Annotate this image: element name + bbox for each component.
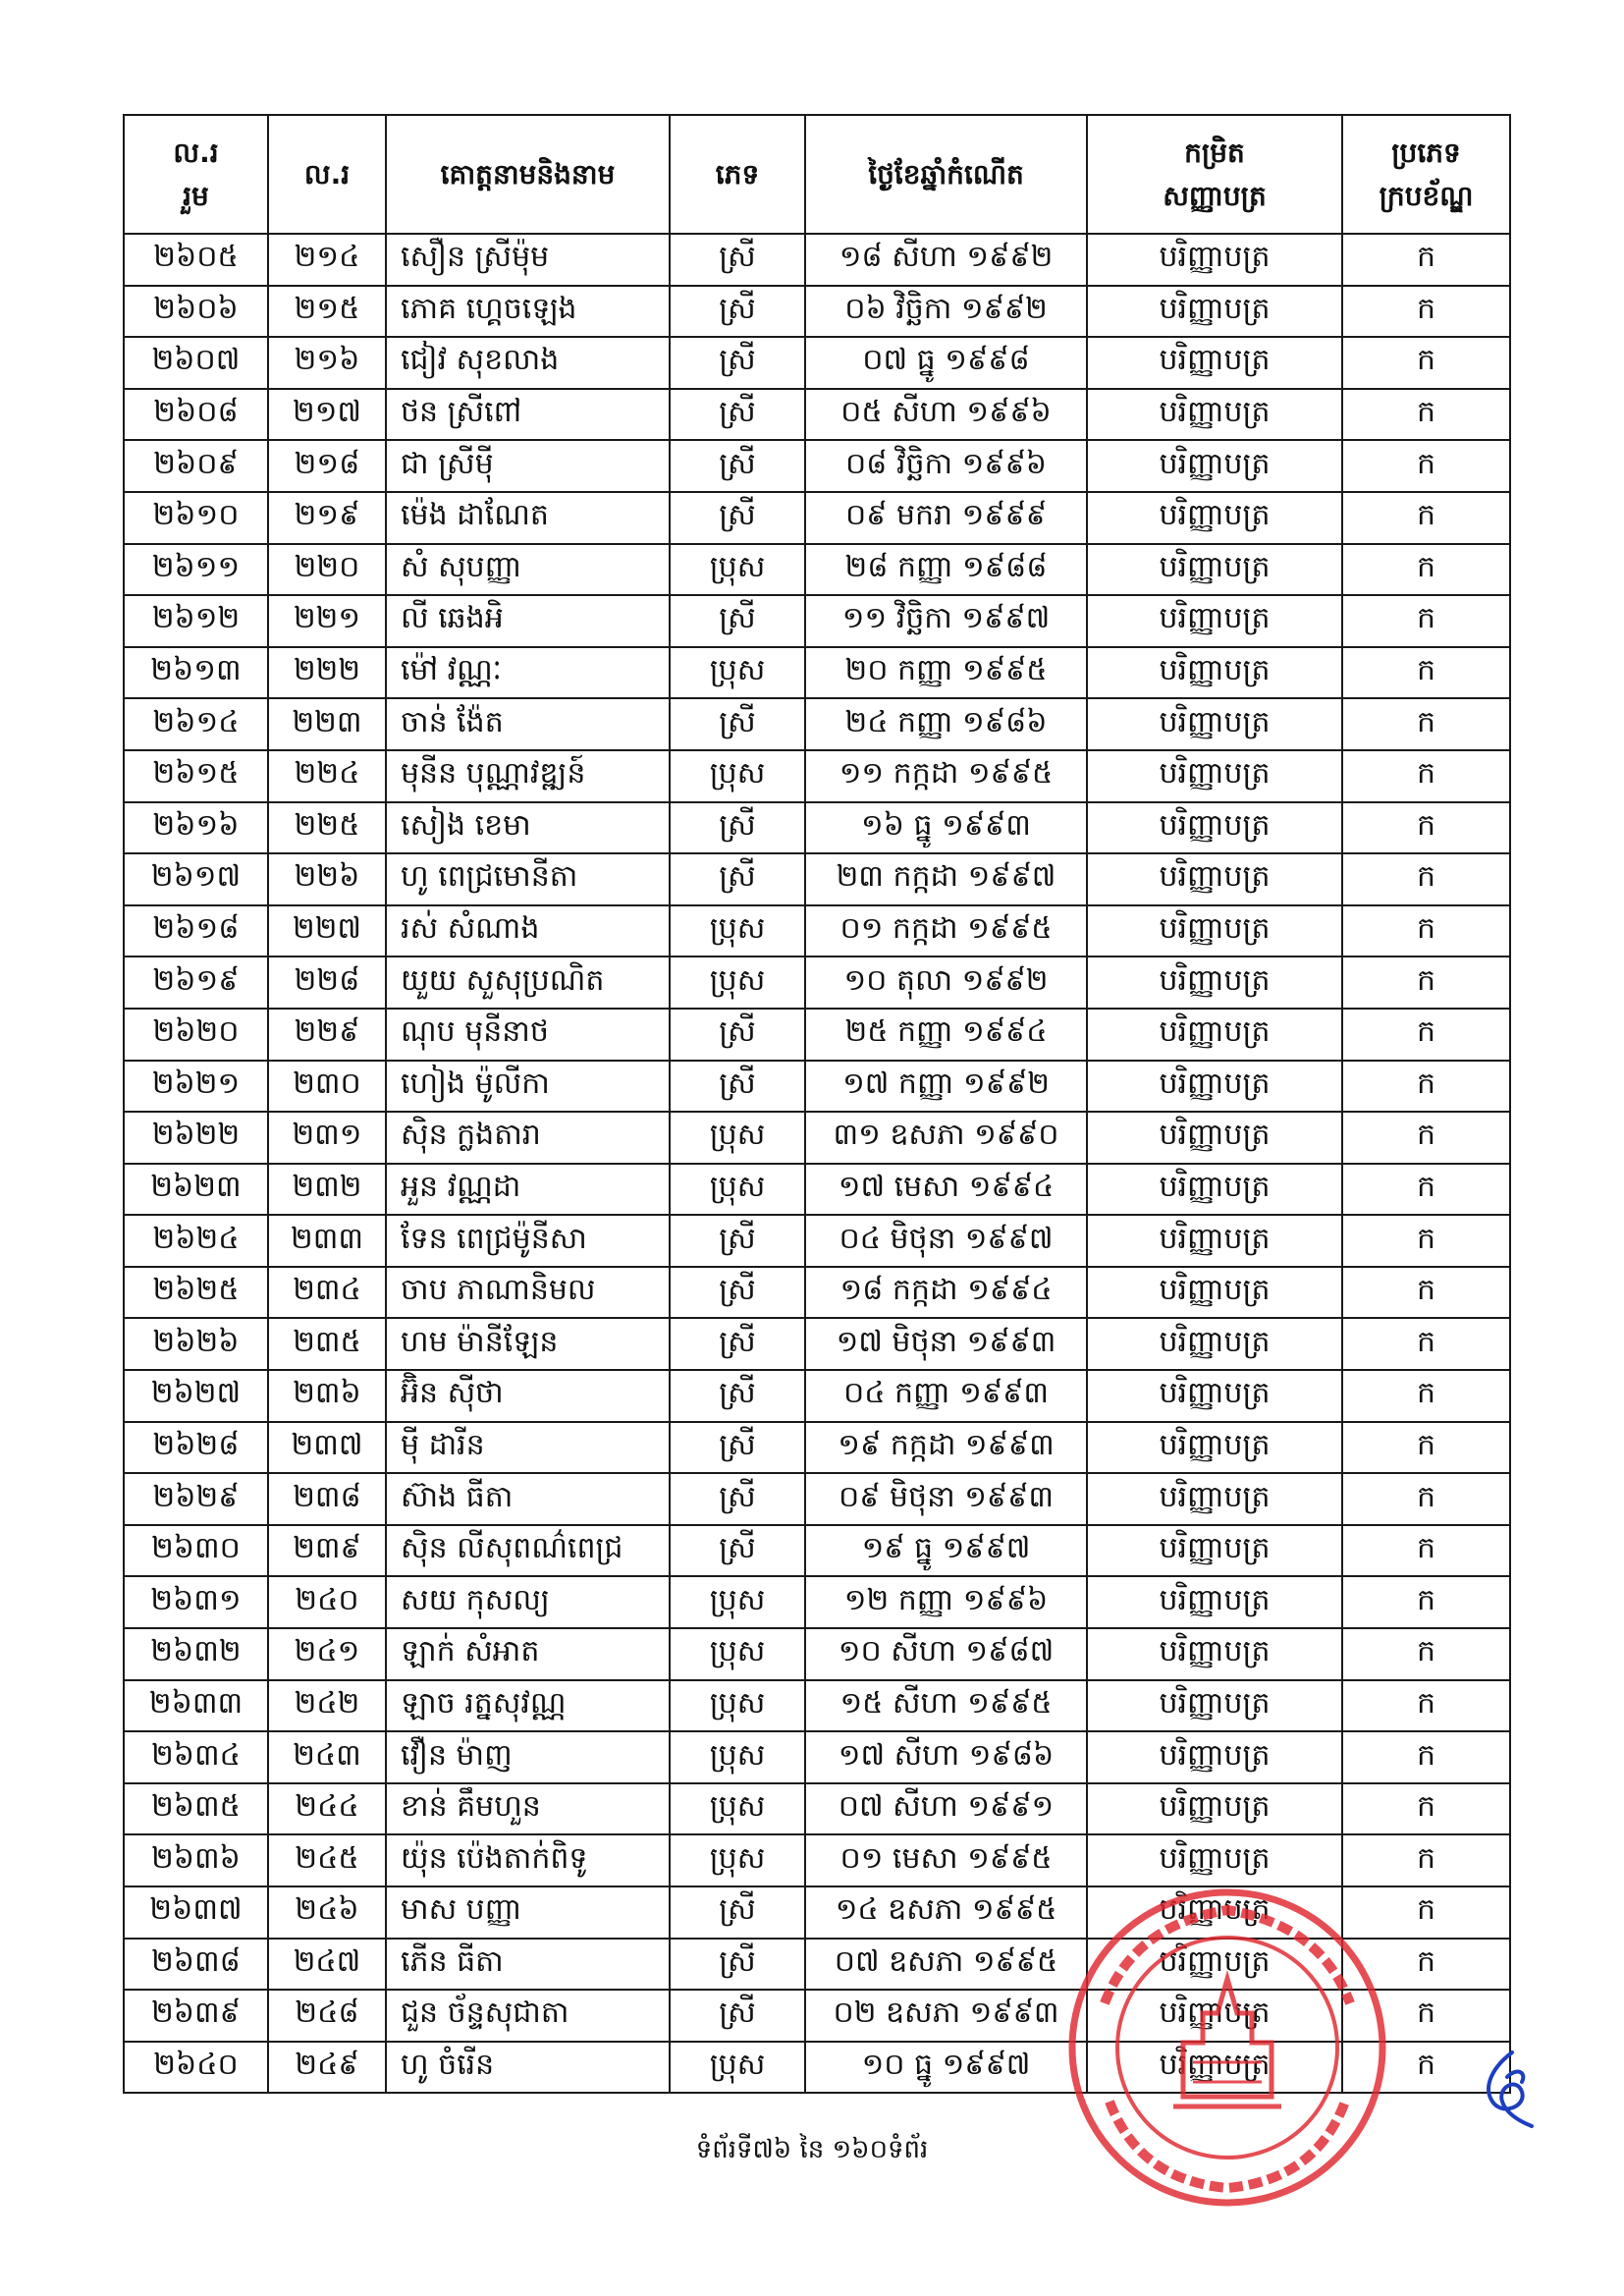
framework-cell: ក	[1342, 905, 1510, 957]
table-row	[124, 698, 1510, 750]
no-cell: ២៣៦	[268, 1370, 386, 1422]
degree-cell: បរិញ្ញាបត្រ	[1087, 853, 1342, 905]
framework-cell: ក	[1342, 1009, 1510, 1061]
birth-date-cell: ១៤ ឧសភា ១៩៩៥	[805, 1886, 1087, 1939]
name-cell: ទែន ពេជ្រម៉ូនីសា	[386, 1215, 670, 1267]
name-cell: អួន វណ្ណដា	[386, 1164, 670, 1216]
framework-cell: ក	[1342, 1473, 1510, 1525]
gender-cell: ប្រុស	[670, 1164, 805, 1216]
gender-cell: ប្រុស	[670, 905, 805, 957]
overall-no-cell: ២៦២៩	[124, 1473, 268, 1525]
table-row	[124, 1680, 1510, 1732]
overall-no-cell: ២៦២០	[124, 1009, 268, 1061]
gender-cell: ស្រី	[670, 1370, 805, 1422]
table-row	[124, 1422, 1510, 1474]
table-row	[124, 1370, 1510, 1422]
birth-date-cell: ២៣ កក្កដា ១៩៩៧	[805, 853, 1087, 905]
table-row	[124, 1164, 1510, 1216]
no-cell: ២៣១	[268, 1112, 386, 1164]
name-cell: ជៀវ សុខលាង	[386, 337, 670, 389]
birth-date-cell: ០៩ មករា ១៩៩៩	[805, 492, 1087, 544]
degree-cell: បរិញ្ញាបត្រ	[1087, 802, 1342, 854]
birth-date-cell: ០២ ឧសភា ១៩៩៣	[805, 1990, 1087, 2042]
overall-no-cell: ២៦០៦	[124, 286, 268, 338]
overall-no-cell: ២៦៣៩	[124, 1990, 268, 2042]
degree-cell: បរិញ្ញាបត្រ	[1087, 1783, 1342, 1835]
birth-date-cell: ០១ មេសា ១៩៩៥	[805, 1834, 1087, 1886]
framework-cell: ក	[1342, 544, 1510, 596]
header-degree-level: កម្រិត សញ្ញាបត្រ	[1087, 115, 1342, 234]
table-row	[124, 802, 1510, 854]
birth-date-cell: ១៥ សីហា ១៩៩៥	[805, 1680, 1087, 1732]
no-cell: ២៤៥	[268, 1834, 386, 1886]
framework-cell: ក	[1342, 286, 1510, 338]
degree-cell: បរិញ្ញាបត្រ	[1087, 337, 1342, 389]
table-row	[124, 1009, 1510, 1061]
gender-cell: ស្រី	[670, 1939, 805, 1991]
name-cell: ចាប ភាណានិមល	[386, 1267, 670, 1319]
birth-date-cell: ០៧ ឧសភា ១៩៩៥	[805, 1939, 1087, 1991]
gender-cell: ស្រី	[670, 1422, 805, 1474]
overall-no-cell: ២៦០៨	[124, 389, 268, 441]
no-cell: ២៤៧	[268, 1939, 386, 1991]
name-cell: ហៀង ម៉ូលីកា	[386, 1061, 670, 1113]
gender-cell: ប្រុស	[670, 1680, 805, 1732]
degree-cell: បរិញ្ញាបត្រ	[1087, 1061, 1342, 1113]
gender-cell: ប្រុស	[670, 1576, 805, 1628]
birth-date-cell: ០៨ វិច្ឆិកា ១៩៩៦	[805, 440, 1087, 492]
no-cell: ២៤៩	[268, 2042, 386, 2094]
no-cell: ២២៧	[268, 905, 386, 957]
degree-cell: បរិញ្ញាបត្រ	[1087, 595, 1342, 647]
table-row	[124, 1267, 1510, 1319]
degree-cell: បរិញ្ញាបត្រ	[1087, 234, 1342, 286]
framework-cell: ក	[1342, 595, 1510, 647]
header-gender: ភេទ	[670, 115, 805, 234]
degree-cell: បរិញ្ញាបត្រ	[1087, 1525, 1342, 1577]
name-cell: វឿន ម៉ាញ	[386, 1731, 670, 1783]
name-cell: រស់ សំណាង	[386, 905, 670, 957]
framework-cell: ក	[1342, 440, 1510, 492]
framework-cell: ក	[1342, 337, 1510, 389]
table-row	[124, 647, 1510, 699]
framework-cell: ក	[1342, 853, 1510, 905]
table-row	[124, 905, 1510, 957]
framework-cell: ក	[1342, 1112, 1510, 1164]
gender-cell: ស្រី	[670, 1990, 805, 2042]
name-cell: ឡាច រត្នសុវណ្ណ	[386, 1680, 670, 1732]
name-cell: ណុប មុនីនាថ	[386, 1009, 670, 1061]
degree-cell: បរិញ្ញាបត្រ	[1087, 544, 1342, 596]
table-row	[124, 286, 1510, 338]
gender-cell: ប្រុស	[670, 1783, 805, 1835]
table-row	[124, 389, 1510, 441]
degree-cell: បរិញ្ញាបត្រ	[1087, 2042, 1342, 2094]
birth-date-cell: ១១ វិច្ឆិកា ១៩៩៧	[805, 595, 1087, 647]
framework-cell: ក	[1342, 1680, 1510, 1732]
degree-cell: បរិញ្ញាបត្រ	[1087, 1164, 1342, 1216]
header-no: ល.រ	[268, 115, 386, 234]
no-cell: ២៣៤	[268, 1267, 386, 1319]
no-cell: ២៤៨	[268, 1990, 386, 2042]
table-row	[124, 957, 1510, 1009]
name-cell: សឿន ស្រីម៉ុម	[386, 234, 670, 286]
name-cell: ស៊ិន ក្លងតារា	[386, 1112, 670, 1164]
overall-no-cell: ២៦៣២	[124, 1628, 268, 1680]
gender-cell: ប្រុស	[670, 647, 805, 699]
degree-cell: បរិញ្ញាបត្រ	[1087, 1370, 1342, 1422]
degree-cell: បរិញ្ញាបត្រ	[1087, 1731, 1342, 1783]
overall-no-cell: ២៦០៩	[124, 440, 268, 492]
name-cell: សំ សុបញ្ញា	[386, 544, 670, 596]
gender-cell: ប្រុស	[670, 1112, 805, 1164]
table-row	[124, 1318, 1510, 1370]
no-cell: ២២០	[268, 544, 386, 596]
gender-cell: ស្រី	[670, 440, 805, 492]
no-cell: ២២៩	[268, 1009, 386, 1061]
framework-cell: ក	[1342, 2042, 1510, 2094]
gender-cell: ស្រី	[670, 1525, 805, 1577]
framework-cell: ក	[1342, 1525, 1510, 1577]
framework-cell: ក	[1342, 1783, 1510, 1835]
framework-cell: ក	[1342, 1267, 1510, 1319]
birth-date-cell: ១០ តុលា ១៩៩២	[805, 957, 1087, 1009]
gender-cell: ស្រី	[670, 853, 805, 905]
degree-cell: បរិញ្ញាបត្រ	[1087, 1009, 1342, 1061]
degree-cell: បរិញ្ញាបត្រ	[1087, 750, 1342, 802]
name-cell: ជួន ច័ន្ទសុជាតា	[386, 1990, 670, 2042]
degree-cell: បរិញ្ញាបត្រ	[1087, 957, 1342, 1009]
overall-no-cell: ២៦១៨	[124, 905, 268, 957]
framework-cell: ក	[1342, 647, 1510, 699]
header-overall-no: ល.រ រួម	[124, 115, 268, 234]
name-cell: ម៉ៅ វណ្ណៈ	[386, 647, 670, 699]
birth-date-cell: ១០ សីហា ១៩៨៧	[805, 1628, 1087, 1680]
birth-date-cell: ២០ កញ្ញា ១៩៩៥	[805, 647, 1087, 699]
no-cell: ២១៧	[268, 389, 386, 441]
birth-date-cell: ០១ កក្កដា ១៩៩៥	[805, 905, 1087, 957]
degree-cell: បរិញ្ញាបត្រ	[1087, 1939, 1342, 1991]
no-cell: ២៤៦	[268, 1886, 386, 1939]
table-row	[124, 853, 1510, 905]
overall-no-cell: ២៦១០	[124, 492, 268, 544]
overall-no-cell: ២៦១២	[124, 595, 268, 647]
table-row	[124, 595, 1510, 647]
table-row	[124, 1525, 1510, 1577]
no-cell: ២១៦	[268, 337, 386, 389]
table-row	[124, 1576, 1510, 1628]
no-cell: ២៣៧	[268, 1422, 386, 1474]
gender-cell: ស្រី	[670, 337, 805, 389]
no-cell: ២៣០	[268, 1061, 386, 1113]
birth-date-cell: ១០ ធ្នូ ១៩៩៧	[805, 2042, 1087, 2094]
page-number: ទំព័រទី៧៦ នៃ ១៦០ទំព័រ	[695, 2135, 929, 2164]
candidate-table	[123, 114, 1511, 2094]
overall-no-cell: ២៦៣៧	[124, 1886, 268, 1939]
birth-date-cell: ២៤ កញ្ញា ១៩៨៦	[805, 698, 1087, 750]
gender-cell: ស្រី	[670, 1215, 805, 1267]
gender-cell: ស្រី	[670, 234, 805, 286]
overall-no-cell: ២៦១៣	[124, 647, 268, 699]
degree-cell: បរិញ្ញាបត្រ	[1087, 389, 1342, 441]
gender-cell: ស្រី	[670, 389, 805, 441]
birth-date-cell: ១៧ កញ្ញា ១៩៩២	[805, 1061, 1087, 1113]
name-cell: យ៉ុន ប៉េងតាក់ពិទូ	[386, 1834, 670, 1886]
birth-date-cell: ១៧ សីហា ១៩៨៦	[805, 1731, 1087, 1783]
header-birth-date: ថ្ងៃខែឆ្នាំកំណើត	[805, 115, 1087, 234]
no-cell: ២៣៥	[268, 1318, 386, 1370]
name-cell: ម៉េង ដាណែត	[386, 492, 670, 544]
overall-no-cell: ២៦១៧	[124, 853, 268, 905]
framework-cell: ក	[1342, 1422, 1510, 1474]
framework-cell: ក	[1342, 1061, 1510, 1113]
birth-date-cell: ០៦ វិច្ឆិកា ១៩៩២	[805, 286, 1087, 338]
degree-cell: បរិញ្ញាបត្រ	[1087, 1422, 1342, 1474]
no-cell: ២២៥	[268, 802, 386, 854]
table-row	[124, 750, 1510, 802]
table-row	[124, 1061, 1510, 1113]
name-cell: មុនីន បុណ្ណាវឌ្ឍន៍	[386, 750, 670, 802]
name-cell: មាស បញ្ញា	[386, 1886, 670, 1939]
no-cell: ២២៣	[268, 698, 386, 750]
framework-cell: ក	[1342, 1990, 1510, 2042]
gender-cell: ស្រី	[670, 1267, 805, 1319]
name-cell: ហម ម៉ានីឡែន	[386, 1318, 670, 1370]
table-row	[124, 1628, 1510, 1680]
name-cell: ជា ស្រីម៉ី	[386, 440, 670, 492]
table-row	[124, 492, 1510, 544]
name-cell: ភេីន ធីតា	[386, 1939, 670, 1991]
table-row	[124, 337, 1510, 389]
birth-date-cell: ០៥ សីហា ១៩៩៦	[805, 389, 1087, 441]
gender-cell: ប្រុស	[670, 2042, 805, 2094]
degree-cell: បរិញ្ញាបត្រ	[1087, 1473, 1342, 1525]
degree-cell: បរិញ្ញាបត្រ	[1087, 905, 1342, 957]
degree-cell: បរិញ្ញាបត្រ	[1087, 647, 1342, 699]
overall-no-cell: ២៦០៥	[124, 234, 268, 286]
table-body	[124, 234, 1510, 2093]
no-cell: ២២៤	[268, 750, 386, 802]
header-framework-type: ប្រភេទ ក្របខ័ណ្ឌ	[1342, 115, 1510, 234]
overall-no-cell: ២៦៣០	[124, 1525, 268, 1577]
no-cell: ២៣៨	[268, 1473, 386, 1525]
signature-mark	[1473, 2048, 1542, 2131]
name-cell: សៀង ខេមា	[386, 802, 670, 854]
birth-date-cell: ៣១ ឧសភា ១៩៩០	[805, 1112, 1087, 1164]
no-cell: ២២៦	[268, 853, 386, 905]
no-cell: ២៤៣	[268, 1731, 386, 1783]
framework-cell: ក	[1342, 1628, 1510, 1680]
official-seal-stamp	[1065, 1886, 1389, 2210]
name-cell: ចាន់ ង៉ែត	[386, 698, 670, 750]
framework-cell: ក	[1342, 1939, 1510, 1991]
gender-cell: ស្រី	[670, 286, 805, 338]
birth-date-cell: ២៨ កញ្ញា ១៩៨៨	[805, 544, 1087, 596]
name-cell: ថន ស្រីពៅ	[386, 389, 670, 441]
birth-date-cell: ១៨ សីហា ១៩៩២	[805, 234, 1087, 286]
framework-cell: ក	[1342, 1834, 1510, 1886]
framework-cell: ក	[1342, 389, 1510, 441]
gender-cell: ប្រុស	[670, 544, 805, 596]
table-row	[124, 234, 1510, 286]
overall-no-cell: ២៦១៩	[124, 957, 268, 1009]
degree-cell: បរិញ្ញាបត្រ	[1087, 440, 1342, 492]
overall-no-cell: ២៦៣៥	[124, 1783, 268, 1835]
framework-cell: ក	[1342, 1164, 1510, 1216]
gender-cell: ប្រុស	[670, 750, 805, 802]
framework-cell: ក	[1342, 1886, 1510, 1939]
degree-cell: បរិញ្ញាបត្រ	[1087, 1834, 1342, 1886]
birth-date-cell: ១៦ ធ្នូ ១៩៩៣	[805, 802, 1087, 854]
name-cell: ស៊ាង ធីតា	[386, 1473, 670, 1525]
name-cell: ខាន់ គឹមហួន	[386, 1783, 670, 1835]
framework-cell: ក	[1342, 1576, 1510, 1628]
framework-cell: ក	[1342, 1215, 1510, 1267]
overall-no-cell: ២៦៣៣	[124, 1680, 268, 1732]
table-row	[124, 440, 1510, 492]
no-cell: ២៣៩	[268, 1525, 386, 1577]
no-cell: ២២១	[268, 595, 386, 647]
framework-cell: ក	[1342, 802, 1510, 854]
no-cell: ២១៩	[268, 492, 386, 544]
no-cell: ២១៥	[268, 286, 386, 338]
no-cell: ២៤២	[268, 1680, 386, 1732]
framework-cell: ក	[1342, 957, 1510, 1009]
birth-date-cell: ០៩ មិថុនា ១៩៩៣	[805, 1473, 1087, 1525]
birth-date-cell: ១២ កញ្ញា ១៩៩៦	[805, 1576, 1087, 1628]
overall-no-cell: ២៦៣៨	[124, 1939, 268, 1991]
header-full-name: គោត្តនាមនិងនាម	[386, 115, 670, 234]
table-row	[124, 1112, 1510, 1164]
overall-no-cell: ២៦១៤	[124, 698, 268, 750]
name-cell: ស៊ិន លីសុពណ៌ពេជ្រ	[386, 1525, 670, 1577]
name-cell: ហូ ពេជ្រមោនីតា	[386, 853, 670, 905]
name-cell: លី ឆេងអិ	[386, 595, 670, 647]
overall-no-cell: ២៦៤០	[124, 2042, 268, 2094]
degree-cell: បរិញ្ញាបត្រ	[1087, 1990, 1342, 2042]
no-cell: ២៣៣	[268, 1215, 386, 1267]
gender-cell: ប្រុស	[670, 1731, 805, 1783]
framework-cell: ក	[1342, 698, 1510, 750]
degree-cell: បរិញ្ញាបត្រ	[1087, 1215, 1342, 1267]
overall-no-cell: ២៦២៨	[124, 1422, 268, 1474]
birth-date-cell: ១១ កក្កដា ១៩៩៥	[805, 750, 1087, 802]
name-cell: ម៉ី ដារីន	[386, 1422, 670, 1474]
birth-date-cell: ០៤ កញ្ញា ១៩៩៣	[805, 1370, 1087, 1422]
name-cell: សយ កុសល្យ	[386, 1576, 670, 1628]
name-cell: យួយ សួសុប្រណិត	[386, 957, 670, 1009]
table-row	[124, 1731, 1510, 1783]
overall-no-cell: ២៦២៤	[124, 1215, 268, 1267]
degree-cell: បរិញ្ញាបត្រ	[1087, 1680, 1342, 1732]
name-cell: អ៊ិន ស៊ីថា	[386, 1370, 670, 1422]
framework-cell: ក	[1342, 1370, 1510, 1422]
no-cell: ២២២	[268, 647, 386, 699]
overall-no-cell: ២៦៣៤	[124, 1731, 268, 1783]
name-cell: ឡាក់ សំអាត	[386, 1628, 670, 1680]
no-cell: ២១៨	[268, 440, 386, 492]
table-row	[124, 1834, 1510, 1886]
overall-no-cell: ២៦២២	[124, 1112, 268, 1164]
birth-date-cell: ១៨ កក្កដា ១៩៩៤	[805, 1267, 1087, 1319]
degree-cell: បរិញ្ញាបត្រ	[1087, 492, 1342, 544]
degree-cell: បរិញ្ញាបត្រ	[1087, 698, 1342, 750]
birth-date-cell: ០៤ មិថុនា ១៩៩៧	[805, 1215, 1087, 1267]
overall-no-cell: ២៦៣៦	[124, 1834, 268, 1886]
degree-cell: បរិញ្ញាបត្រ	[1087, 1886, 1342, 1939]
no-cell: ២៤៤	[268, 1783, 386, 1835]
gender-cell: ស្រី	[670, 1318, 805, 1370]
gender-cell: ស្រី	[670, 802, 805, 854]
birth-date-cell: ១៧ មិថុនា ១៩៩៣	[805, 1318, 1087, 1370]
table-row	[124, 544, 1510, 596]
gender-cell: ស្រី	[670, 595, 805, 647]
gender-cell: ស្រី	[670, 1886, 805, 1939]
framework-cell: ក	[1342, 1318, 1510, 1370]
overall-no-cell: ២៦២៥	[124, 1267, 268, 1319]
no-cell: ២៤០	[268, 1576, 386, 1628]
degree-cell: បរិញ្ញាបត្រ	[1087, 1318, 1342, 1370]
degree-cell: បរិញ្ញាបត្រ	[1087, 286, 1342, 338]
gender-cell: ប្រុស	[670, 957, 805, 1009]
no-cell: ២៤១	[268, 1628, 386, 1680]
no-cell: ២២៨	[268, 957, 386, 1009]
birth-date-cell: ១៩ ធ្នូ ១៩៩៧	[805, 1525, 1087, 1577]
overall-no-cell: ២៦២១	[124, 1061, 268, 1113]
gender-cell: ស្រី	[670, 492, 805, 544]
gender-cell: ស្រី	[670, 1061, 805, 1113]
overall-no-cell: ២៦៣១	[124, 1576, 268, 1628]
degree-cell: បរិញ្ញាបត្រ	[1087, 1628, 1342, 1680]
degree-cell: បរិញ្ញាបត្រ	[1087, 1576, 1342, 1628]
overall-no-cell: ២៦១៦	[124, 802, 268, 854]
table-header-row	[124, 115, 1510, 234]
birth-date-cell: ១៧ មេសា ១៩៩៤	[805, 1164, 1087, 1216]
table-row	[124, 1215, 1510, 1267]
gender-cell: ប្រុស	[670, 1628, 805, 1680]
overall-no-cell: ២៦១១	[124, 544, 268, 596]
overall-no-cell: ២៦២៣	[124, 1164, 268, 1216]
degree-cell: បរិញ្ញាបត្រ	[1087, 1112, 1342, 1164]
framework-cell: ក	[1342, 1731, 1510, 1783]
framework-cell: ក	[1342, 492, 1510, 544]
no-cell: ២១៤	[268, 234, 386, 286]
overall-no-cell: ២៦២៦	[124, 1318, 268, 1370]
gender-cell: ស្រី	[670, 1009, 805, 1061]
birth-date-cell: ១៩ កក្កដា ១៩៩៣	[805, 1422, 1087, 1474]
gender-cell: ប្រុស	[670, 1834, 805, 1886]
degree-cell: បរិញ្ញាបត្រ	[1087, 1267, 1342, 1319]
birth-date-cell: ២៥ កញ្ញា ១៩៩៤	[805, 1009, 1087, 1061]
framework-cell: ក	[1342, 750, 1510, 802]
overall-no-cell: ២៦២៧	[124, 1370, 268, 1422]
table-row	[124, 1473, 1510, 1525]
gender-cell: ស្រី	[670, 1473, 805, 1525]
birth-date-cell: ០៧ សីហា ១៩៩១	[805, 1783, 1087, 1835]
birth-date-cell: ០៧ ធ្នូ ១៩៩៨	[805, 337, 1087, 389]
no-cell: ២៣២	[268, 1164, 386, 1216]
overall-no-cell: ២៦០៧	[124, 337, 268, 389]
framework-cell: ក	[1342, 234, 1510, 286]
name-cell: ហូ ចំរើន	[386, 2042, 670, 2094]
name-cell: ភោគ ហ្គេចឡេង	[386, 286, 670, 338]
gender-cell: ស្រី	[670, 698, 805, 750]
overall-no-cell: ២៦១៥	[124, 750, 268, 802]
table-row	[124, 1783, 1510, 1835]
